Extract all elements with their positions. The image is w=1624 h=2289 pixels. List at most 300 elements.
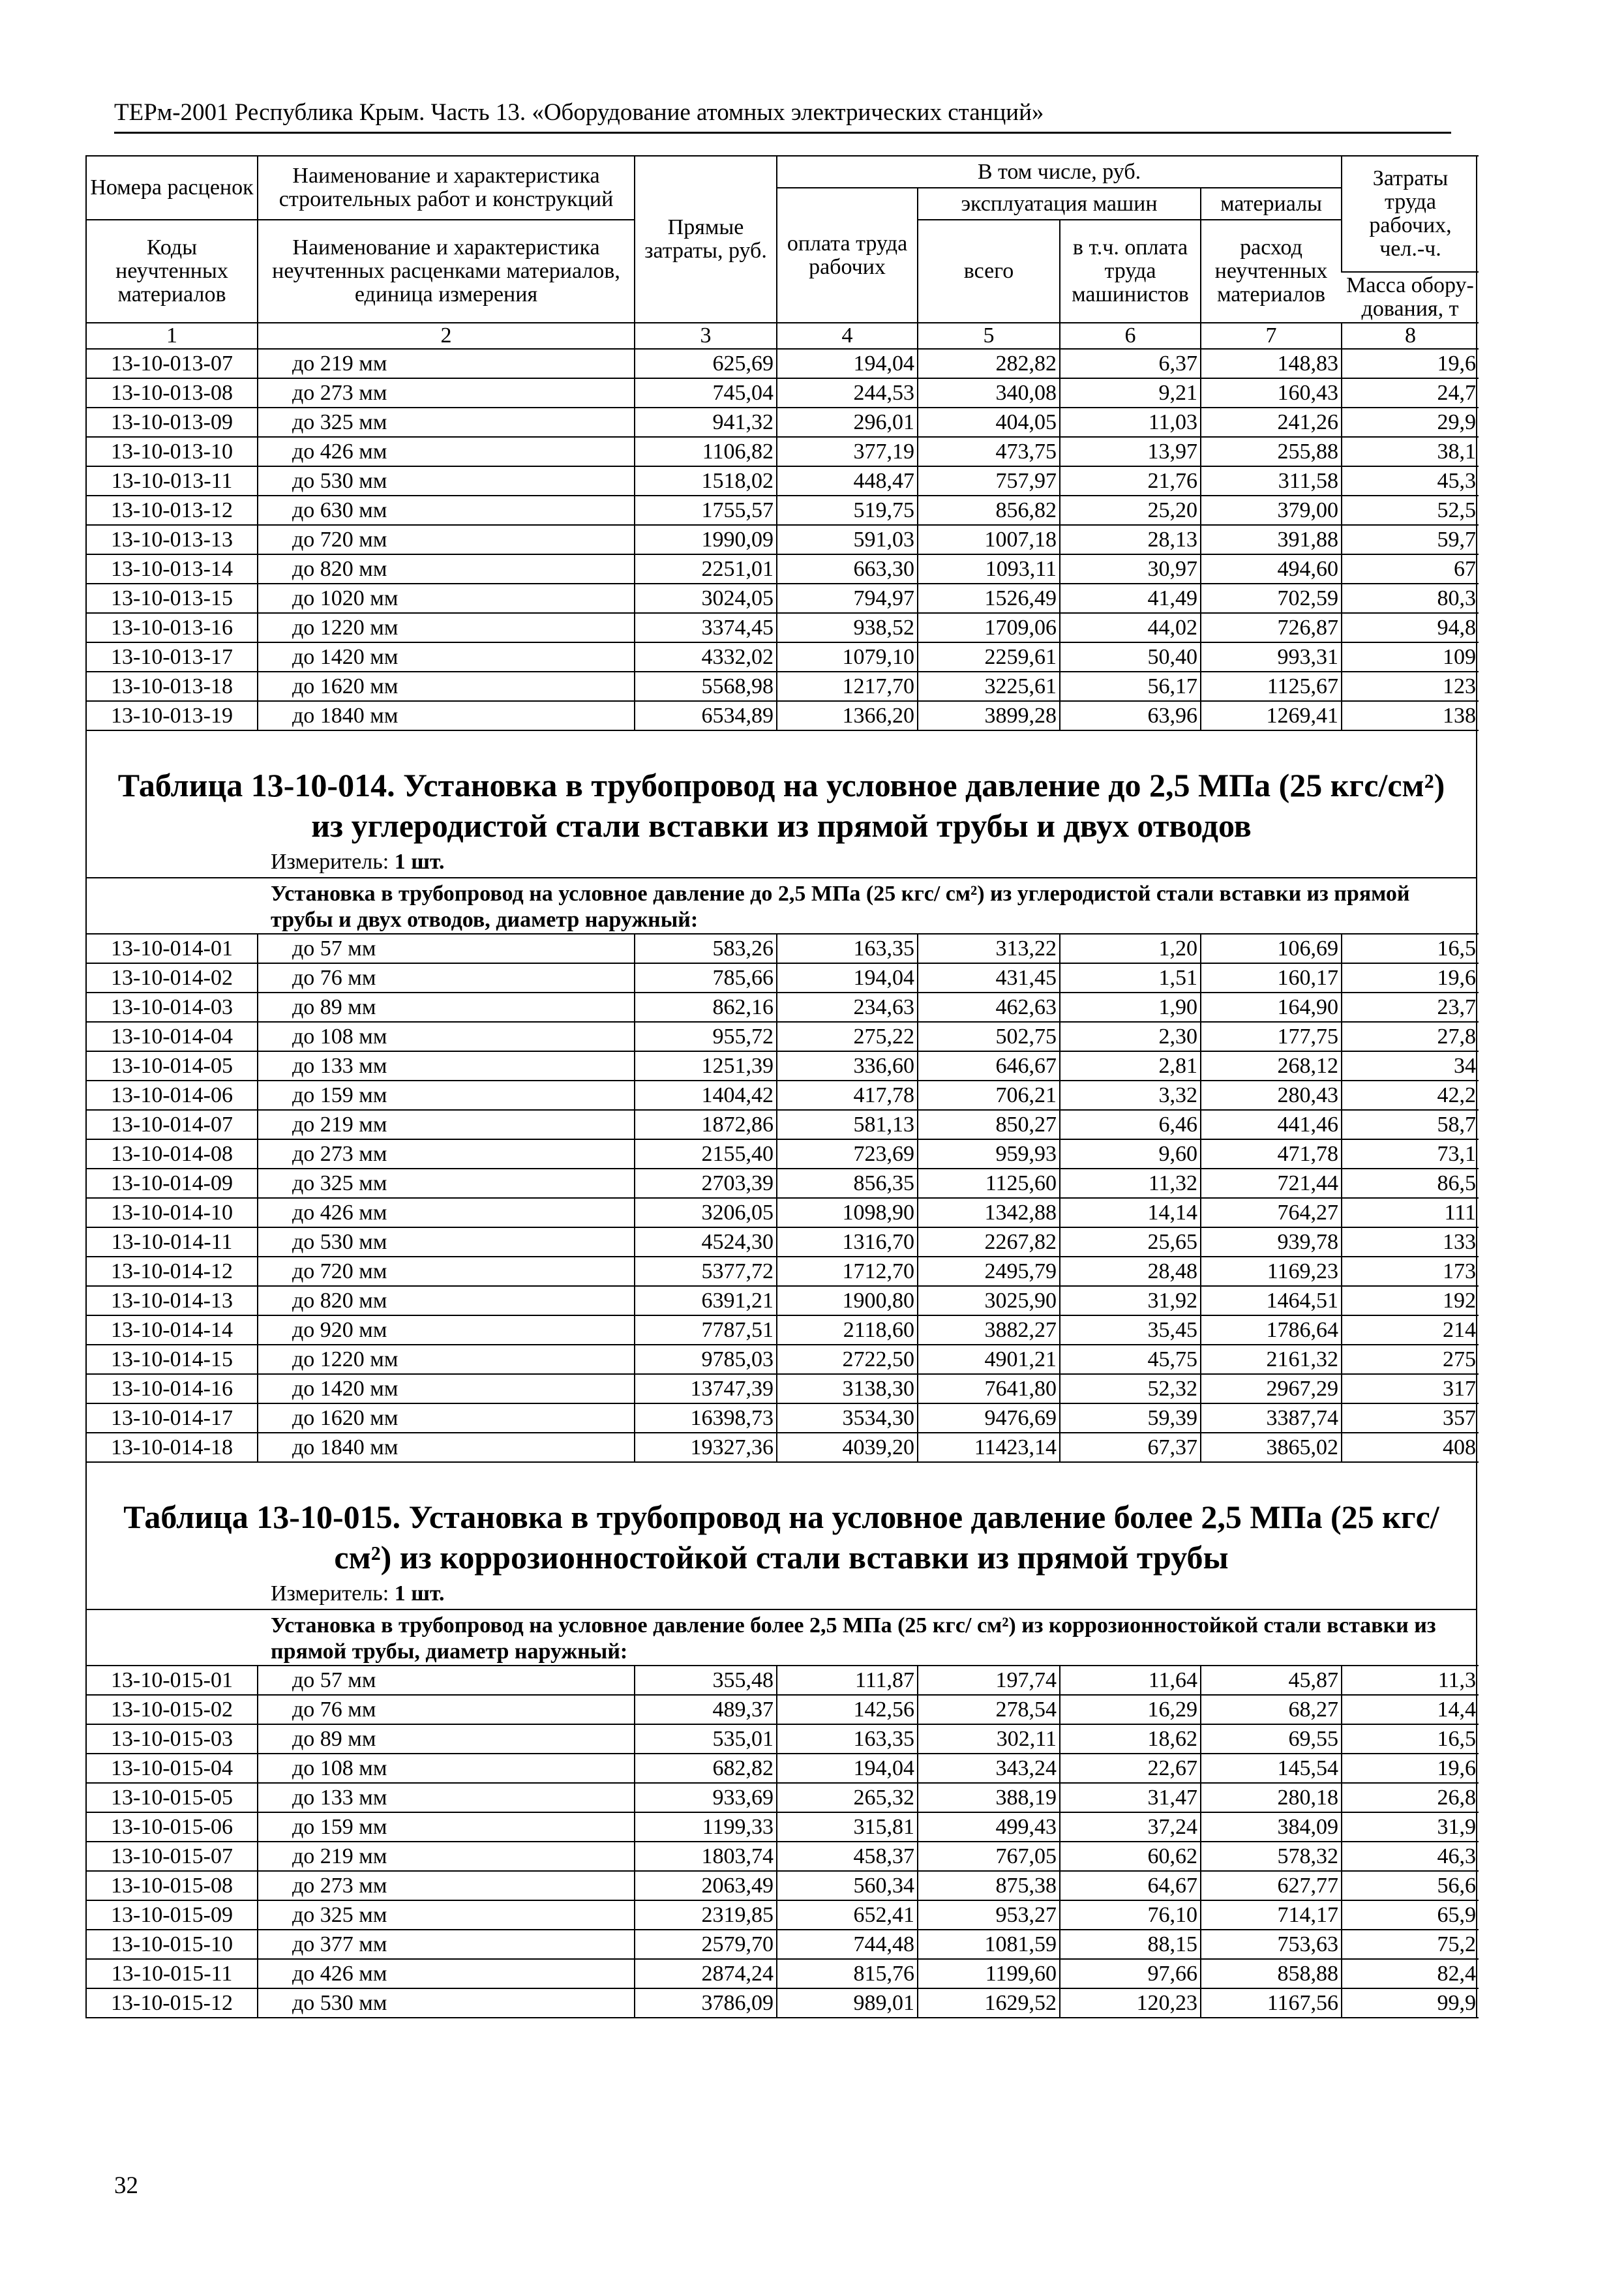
machinists-wages-cell: 25,65 [1060, 1227, 1201, 1257]
machinists-wages-cell: 97,66 [1060, 1959, 1201, 1988]
materials-cell: 714,17 [1201, 1900, 1342, 1930]
rate-code-cell: 13-10-013-10 [87, 437, 258, 466]
materials-cell: 268,12 [1201, 1051, 1342, 1081]
table-row [87, 349, 1479, 378]
table-row [87, 1871, 1479, 1900]
wages-cell: 448,47 [777, 466, 918, 496]
machinists-wages-cell: 67,37 [1060, 1433, 1201, 1462]
pipe-diameter-cell: до 1220 мм [258, 1345, 635, 1374]
materials-cell: 721,44 [1201, 1169, 1342, 1198]
header-machinists-wages: в т.ч. оплата труда машинистов [1060, 220, 1201, 323]
machinists-wages-cell: 30,97 [1060, 554, 1201, 584]
table-row [87, 1257, 1479, 1286]
rate-code-cell: 13-10-013-07 [87, 349, 258, 378]
rate-code-cell: 13-10-014-11 [87, 1227, 258, 1257]
pipe-diameter-cell: до 820 мм [258, 1286, 635, 1315]
wages-cell: 458,37 [777, 1842, 918, 1871]
labor-costs-cell: 75,2 [1342, 1930, 1479, 1959]
direct-costs-cell: 2063,49 [635, 1871, 777, 1900]
wages-cell: 315,81 [777, 1812, 918, 1842]
labor-costs-cell: 58,7 [1342, 1110, 1479, 1139]
header-rate-numbers: Номера расценок [87, 156, 258, 220]
rate-code-cell: 13-10-014-17 [87, 1403, 258, 1433]
direct-costs-cell: 955,72 [635, 1022, 777, 1051]
machines-total-cell: 1526,49 [918, 584, 1060, 613]
machines-total-cell: 1093,11 [918, 554, 1060, 584]
machines-total-cell: 1125,60 [918, 1169, 1060, 1198]
wages-cell: 194,04 [777, 1754, 918, 1783]
wages-cell: 336,60 [777, 1051, 918, 1081]
rate-code-cell: 13-10-015-02 [87, 1695, 258, 1724]
machines-total-cell: 3899,28 [918, 701, 1060, 730]
pipe-diameter-cell: до 426 мм [258, 1198, 635, 1227]
labor-costs-cell: 56,6 [1342, 1871, 1479, 1900]
machinists-wages-cell: 9,21 [1060, 378, 1201, 408]
labor-costs-cell: 67 [1342, 554, 1479, 584]
materials-cell: 2967,29 [1201, 1374, 1342, 1403]
direct-costs-cell: 3786,09 [635, 1988, 777, 2018]
labor-costs-cell: 133 [1342, 1227, 1479, 1257]
machines-total-cell: 404,05 [918, 408, 1060, 437]
materials-cell: 311,58 [1201, 466, 1342, 496]
pipe-diameter-cell: до 273 мм [258, 1139, 635, 1169]
pipe-diameter-cell: до 57 мм [258, 934, 635, 963]
column-number: 2 [258, 323, 635, 349]
wages-cell: 377,19 [777, 437, 918, 466]
meter-value: 1 шт. [394, 850, 445, 874]
direct-costs-cell: 933,69 [635, 1783, 777, 1812]
rate-code-cell: 13-10-014-16 [87, 1374, 258, 1403]
table-row [87, 408, 1479, 437]
table-row [87, 1812, 1479, 1842]
machinists-wages-cell: 1,51 [1060, 963, 1201, 993]
direct-costs-cell: 1803,74 [635, 1842, 777, 1871]
materials-cell: 1169,23 [1201, 1257, 1342, 1286]
machines-total-cell: 1199,60 [918, 1959, 1060, 1988]
materials-cell: 993,31 [1201, 642, 1342, 672]
pipe-diameter-cell: до 108 мм [258, 1022, 635, 1051]
labor-costs-cell: 192 [1342, 1286, 1479, 1315]
labor-costs-cell: 11,3 [1342, 1666, 1479, 1695]
table-row [87, 993, 1479, 1022]
direct-costs-cell: 3024,05 [635, 584, 777, 613]
machinists-wages-cell: 31,92 [1060, 1286, 1201, 1315]
table-row [87, 466, 1479, 496]
machinists-wages-cell: 14,14 [1060, 1198, 1201, 1227]
rate-code-cell: 13-10-013-13 [87, 525, 258, 554]
machinists-wages-cell: 28,13 [1060, 525, 1201, 554]
labor-costs-cell: 23,7 [1342, 993, 1479, 1022]
table-row [87, 437, 1479, 466]
direct-costs-cell: 2703,39 [635, 1169, 777, 1198]
direct-costs-cell: 862,16 [635, 993, 777, 1022]
wages-cell: 234,63 [777, 993, 918, 1022]
machines-total-cell: 2495,79 [918, 1257, 1060, 1286]
wages-cell: 111,87 [777, 1666, 918, 1695]
table-row [87, 1081, 1479, 1110]
pipe-diameter-cell: до 820 мм [258, 554, 635, 584]
pipe-diameter-cell: до 325 мм [258, 1169, 635, 1198]
machinists-wages-cell: 11,03 [1060, 408, 1201, 437]
table-row [87, 1959, 1479, 1988]
materials-cell: 1269,41 [1201, 701, 1342, 730]
machinists-wages-cell: 120,23 [1060, 1988, 1201, 2018]
wages-cell: 1316,70 [777, 1227, 918, 1257]
wages-cell: 989,01 [777, 1988, 918, 2018]
materials-cell: 280,18 [1201, 1783, 1342, 1812]
table-row [87, 1110, 1479, 1139]
machines-total-cell: 3225,61 [918, 672, 1060, 701]
rate-code-cell: 13-10-013-17 [87, 642, 258, 672]
pipe-diameter-cell: до 530 мм [258, 1227, 635, 1257]
direct-costs-cell: 1251,39 [635, 1051, 777, 1081]
materials-cell: 3865,02 [1201, 1433, 1342, 1462]
direct-costs-cell: 16398,73 [635, 1403, 777, 1433]
column-numbers-row [87, 323, 1479, 349]
labor-costs-cell: 46,3 [1342, 1842, 1479, 1871]
table-row [87, 1900, 1479, 1930]
labor-costs-cell: 14,4 [1342, 1695, 1479, 1724]
page-number: 32 [114, 2172, 138, 2199]
rate-code-cell: 13-10-014-09 [87, 1169, 258, 1198]
wages-cell: 591,03 [777, 525, 918, 554]
machines-total-cell: 757,97 [918, 466, 1060, 496]
materials-cell: 164,90 [1201, 993, 1342, 1022]
rate-code-cell: 13-10-015-03 [87, 1724, 258, 1754]
machinists-wages-cell: 41,49 [1060, 584, 1201, 613]
machines-total-cell: 431,45 [918, 963, 1060, 993]
wages-cell: 663,30 [777, 554, 918, 584]
wages-cell: 1098,90 [777, 1198, 918, 1227]
materials-cell: 1167,56 [1201, 1988, 1342, 2018]
rate-code-cell: 13-10-015-10 [87, 1930, 258, 1959]
rate-code-cell: 13-10-013-16 [87, 613, 258, 642]
direct-costs-cell: 19327,36 [635, 1433, 777, 1462]
labor-costs-cell: 65,9 [1342, 1900, 1479, 1930]
rate-code-cell: 13-10-014-10 [87, 1198, 258, 1227]
table-row [87, 1724, 1479, 1754]
labor-costs-cell: 19,6 [1342, 963, 1479, 993]
labor-costs-cell: 123 [1342, 672, 1479, 701]
machines-total-cell: 856,82 [918, 496, 1060, 525]
table-row [87, 1227, 1479, 1257]
header-material-codes: Коды неучтенных материалов [87, 220, 258, 323]
pipe-diameter-cell: до 426 мм [258, 437, 635, 466]
table-row [87, 1022, 1479, 1051]
machinists-wages-cell: 88,15 [1060, 1930, 1201, 1959]
rate-code-cell: 13-10-014-08 [87, 1139, 258, 1169]
pipe-diameter-cell: до 1620 мм [258, 1403, 635, 1433]
machines-total-cell: 953,27 [918, 1900, 1060, 1930]
direct-costs-cell: 5377,72 [635, 1257, 777, 1286]
materials-cell: 160,43 [1201, 378, 1342, 408]
rate-code-cell: 13-10-013-18 [87, 672, 258, 701]
labor-costs-cell: 109 [1342, 642, 1479, 672]
machines-total-cell: 706,21 [918, 1081, 1060, 1110]
rate-code-cell: 13-10-015-09 [87, 1900, 258, 1930]
pipe-diameter-cell: до 720 мм [258, 525, 635, 554]
pipe-diameter-cell: до 76 мм [258, 963, 635, 993]
rate-code-cell: 13-10-014-03 [87, 993, 258, 1022]
machines-total-cell: 1342,88 [918, 1198, 1060, 1227]
rate-code-cell: 13-10-014-12 [87, 1257, 258, 1286]
machines-total-cell: 282,82 [918, 349, 1060, 378]
pipe-diameter-cell: до 1020 мм [258, 584, 635, 613]
materials-cell: 160,17 [1201, 963, 1342, 993]
materials-cell: 379,00 [1201, 496, 1342, 525]
wages-cell: 744,48 [777, 1930, 918, 1959]
header-machines: эксплуатация машин [918, 188, 1201, 220]
materials-cell: 68,27 [1201, 1695, 1342, 1724]
machinists-wages-cell: 56,17 [1060, 672, 1201, 701]
direct-costs-cell: 1518,02 [635, 466, 777, 496]
machinists-wages-cell: 1,90 [1060, 993, 1201, 1022]
table-row [87, 963, 1479, 993]
direct-costs-cell: 2319,85 [635, 1900, 777, 1930]
labor-costs-cell: 31,9 [1342, 1812, 1479, 1842]
pipe-diameter-cell: до 108 мм [258, 1754, 635, 1783]
machines-total-cell: 197,74 [918, 1666, 1060, 1695]
materials-cell: 753,63 [1201, 1930, 1342, 1959]
direct-costs-cell: 13747,39 [635, 1374, 777, 1403]
wages-cell: 163,35 [777, 1724, 918, 1754]
labor-costs-cell: 52,5 [1342, 496, 1479, 525]
labor-costs-cell: 27,8 [1342, 1022, 1479, 1051]
rate-code-cell: 13-10-015-11 [87, 1959, 258, 1988]
pipe-diameter-cell: до 159 мм [258, 1081, 635, 1110]
direct-costs-cell: 6534,89 [635, 701, 777, 730]
table-row [87, 1403, 1479, 1433]
direct-costs-cell: 1872,86 [635, 1110, 777, 1139]
pipe-diameter-cell: до 1620 мм [258, 672, 635, 701]
wages-cell: 163,35 [777, 934, 918, 963]
rate-code-cell: 13-10-013-08 [87, 378, 258, 408]
machinists-wages-cell: 76,10 [1060, 1900, 1201, 1930]
machinists-wages-cell: 11,64 [1060, 1666, 1201, 1695]
labor-costs-cell: 45,3 [1342, 466, 1479, 496]
machinists-wages-cell: 1,20 [1060, 934, 1201, 963]
meter-label: Измеритель: [271, 850, 389, 874]
machinists-wages-cell: 13,97 [1060, 437, 1201, 466]
rate-code-cell: 13-10-014-05 [87, 1051, 258, 1081]
wages-cell: 938,52 [777, 613, 918, 642]
wages-cell: 4039,20 [777, 1433, 918, 1462]
labor-costs-cell: 408 [1342, 1433, 1479, 1462]
machinists-wages-cell: 16,29 [1060, 1695, 1201, 1724]
materials-cell: 764,27 [1201, 1198, 1342, 1227]
rate-code-cell: 13-10-013-12 [87, 496, 258, 525]
direct-costs-cell: 9785,03 [635, 1345, 777, 1374]
rate-code-cell: 13-10-015-04 [87, 1754, 258, 1783]
materials-cell: 702,59 [1201, 584, 1342, 613]
labor-costs-cell: 99,9 [1342, 1988, 1479, 2018]
table-row [87, 1374, 1479, 1403]
pipe-diameter-cell: до 219 мм [258, 1842, 635, 1871]
rate-code-cell: 13-10-014-14 [87, 1315, 258, 1345]
labor-costs-cell: 24,7 [1342, 378, 1479, 408]
table-row [87, 1842, 1479, 1871]
materials-cell: 858,88 [1201, 1959, 1342, 1988]
materials-cell: 45,87 [1201, 1666, 1342, 1695]
machinists-wages-cell: 6,46 [1060, 1110, 1201, 1139]
machines-total-cell: 2267,82 [918, 1227, 1060, 1257]
pipe-diameter-cell: до 630 мм [258, 496, 635, 525]
machinists-wages-cell: 64,67 [1060, 1871, 1201, 1900]
direct-costs-cell: 745,04 [635, 378, 777, 408]
wages-cell: 1366,20 [777, 701, 918, 730]
rate-code-cell: 13-10-014-02 [87, 963, 258, 993]
pipe-diameter-cell: до 530 мм [258, 1988, 635, 2018]
pipe-diameter-cell: до 720 мм [258, 1257, 635, 1286]
machines-total-cell: 1709,06 [918, 613, 1060, 642]
column-number: 1 [87, 323, 258, 349]
meter-line [87, 1580, 1476, 1609]
machines-total-cell: 340,08 [918, 378, 1060, 408]
materials-cell: 726,87 [1201, 613, 1342, 642]
direct-costs-cell: 1106,82 [635, 437, 777, 466]
labor-costs-cell: 19,6 [1342, 349, 1479, 378]
wages-cell: 194,04 [777, 963, 918, 993]
direct-costs-cell: 941,32 [635, 408, 777, 437]
materials-cell: 441,46 [1201, 1110, 1342, 1139]
pipe-diameter-cell: до 530 мм [258, 466, 635, 496]
machines-total-cell: 278,54 [918, 1695, 1060, 1724]
header-including: В том числе, руб. [777, 156, 1342, 188]
labor-costs-cell: 173 [1342, 1257, 1479, 1286]
machines-total-cell: 388,19 [918, 1783, 1060, 1812]
direct-costs-cell: 7787,51 [635, 1315, 777, 1345]
materials-cell: 391,88 [1201, 525, 1342, 554]
labor-costs-cell: 357 [1342, 1403, 1479, 1433]
machinists-wages-cell: 31,47 [1060, 1783, 1201, 1812]
machines-total-cell: 11423,14 [918, 1433, 1060, 1462]
table-row [87, 378, 1479, 408]
machines-total-cell: 313,22 [918, 934, 1060, 963]
table-13-10-013 [87, 155, 1479, 731]
rate-code-cell: 13-10-013-15 [87, 584, 258, 613]
rate-code-cell: 13-10-014-04 [87, 1022, 258, 1051]
rate-code-cell: 13-10-015-01 [87, 1666, 258, 1695]
materials-cell: 2161,32 [1201, 1345, 1342, 1374]
pipe-diameter-cell: до 273 мм [258, 1871, 635, 1900]
machines-total-cell: 499,43 [918, 1812, 1060, 1842]
pipe-diameter-cell: до 133 мм [258, 1051, 635, 1081]
rate-code-cell: 13-10-013-09 [87, 408, 258, 437]
pipe-diameter-cell: до 219 мм [258, 349, 635, 378]
table-header [87, 156, 1479, 323]
column-number: 3 [635, 323, 777, 349]
pipe-diameter-cell: до 1420 мм [258, 642, 635, 672]
table-row [87, 701, 1479, 730]
direct-costs-cell: 625,69 [635, 349, 777, 378]
labor-costs-cell: 82,4 [1342, 1959, 1479, 1988]
table-row [87, 1783, 1479, 1812]
table-row [87, 1139, 1479, 1169]
header-machines-total: всего [918, 220, 1060, 323]
header-material-names: Наименование и характеристика неучтенных расценками материалов, единица измерения [258, 220, 635, 323]
machines-total-cell: 1007,18 [918, 525, 1060, 554]
table-row [87, 1695, 1479, 1724]
table-row [87, 1169, 1479, 1198]
direct-costs-cell: 6391,21 [635, 1286, 777, 1315]
table-row [87, 1433, 1479, 1462]
machines-total-cell: 3025,90 [918, 1286, 1060, 1315]
materials-cell: 384,09 [1201, 1812, 1342, 1842]
pipe-diameter-cell: до 1840 мм [258, 1433, 635, 1462]
header-direct-costs: Прямые затраты, руб. [635, 156, 777, 323]
table-13-10-015 [87, 1665, 1479, 2018]
machines-total-cell: 2259,61 [918, 642, 1060, 672]
pipe-diameter-cell: до 325 мм [258, 408, 635, 437]
machinists-wages-cell: 21,76 [1060, 466, 1201, 496]
machinists-wages-cell: 63,96 [1060, 701, 1201, 730]
machinists-wages-cell: 37,24 [1060, 1812, 1201, 1842]
wages-cell: 856,35 [777, 1169, 918, 1198]
rate-code-cell: 13-10-013-14 [87, 554, 258, 584]
rate-code-cell: 13-10-014-07 [87, 1110, 258, 1139]
machines-total-cell: 343,24 [918, 1754, 1060, 1783]
labor-costs-cell: 16,5 [1342, 934, 1479, 963]
column-number: 5 [918, 323, 1060, 349]
wages-cell: 194,04 [777, 349, 918, 378]
table-13-10-015-body [87, 1666, 1479, 2018]
machinists-wages-cell: 2,81 [1060, 1051, 1201, 1081]
rate-code-cell: 13-10-014-01 [87, 934, 258, 963]
labor-costs-cell: 80,3 [1342, 584, 1479, 613]
machines-total-cell: 7641,80 [918, 1374, 1060, 1403]
wages-cell: 2722,50 [777, 1345, 918, 1374]
machinists-wages-cell: 2,30 [1060, 1022, 1201, 1051]
machinists-wages-cell: 50,40 [1060, 642, 1201, 672]
machinists-wages-cell: 18,62 [1060, 1724, 1201, 1754]
direct-costs-cell: 1199,33 [635, 1812, 777, 1842]
pipe-diameter-cell: до 76 мм [258, 1695, 635, 1724]
machines-total-cell: 302,11 [918, 1724, 1060, 1754]
rate-code-cell: 13-10-015-06 [87, 1812, 258, 1842]
labor-costs-cell: 317 [1342, 1374, 1479, 1403]
pipe-diameter-cell: до 1420 мм [258, 1374, 635, 1403]
labor-costs-cell: 73,1 [1342, 1139, 1479, 1169]
machinists-wages-cell: 44,02 [1060, 613, 1201, 642]
direct-costs-cell: 2251,01 [635, 554, 777, 584]
machinists-wages-cell: 28,48 [1060, 1257, 1201, 1286]
machinists-wages-cell: 3,32 [1060, 1081, 1201, 1110]
materials-cell: 627,77 [1201, 1871, 1342, 1900]
machines-total-cell: 1081,59 [918, 1930, 1060, 1959]
materials-cell: 471,78 [1201, 1139, 1342, 1169]
machines-total-cell: 462,63 [918, 993, 1060, 1022]
wages-cell: 417,78 [777, 1081, 918, 1110]
machines-total-cell: 1629,52 [918, 1988, 1060, 2018]
pipe-diameter-cell: до 89 мм [258, 1724, 635, 1754]
labor-costs-cell: 38,1 [1342, 437, 1479, 466]
direct-costs-cell: 2874,24 [635, 1959, 777, 1988]
header-materials-use: расход неучтенных материалов [1201, 220, 1342, 323]
machinists-wages-cell: 60,62 [1060, 1842, 1201, 1871]
header-labor-costs: Затраты труда рабочих, чел.-ч. [1342, 156, 1479, 272]
labor-costs-cell: 214 [1342, 1315, 1479, 1345]
table-row [87, 1286, 1479, 1315]
table-row [87, 1345, 1479, 1374]
labor-costs-cell: 29,9 [1342, 408, 1479, 437]
direct-costs-cell: 1404,42 [635, 1081, 777, 1110]
table-row [87, 1666, 1479, 1695]
wages-cell: 2118,60 [777, 1315, 918, 1345]
machines-total-cell: 4901,21 [918, 1345, 1060, 1374]
wages-cell: 519,75 [777, 496, 918, 525]
pipe-diameter-cell: до 273 мм [258, 378, 635, 408]
table-row [87, 1315, 1479, 1345]
